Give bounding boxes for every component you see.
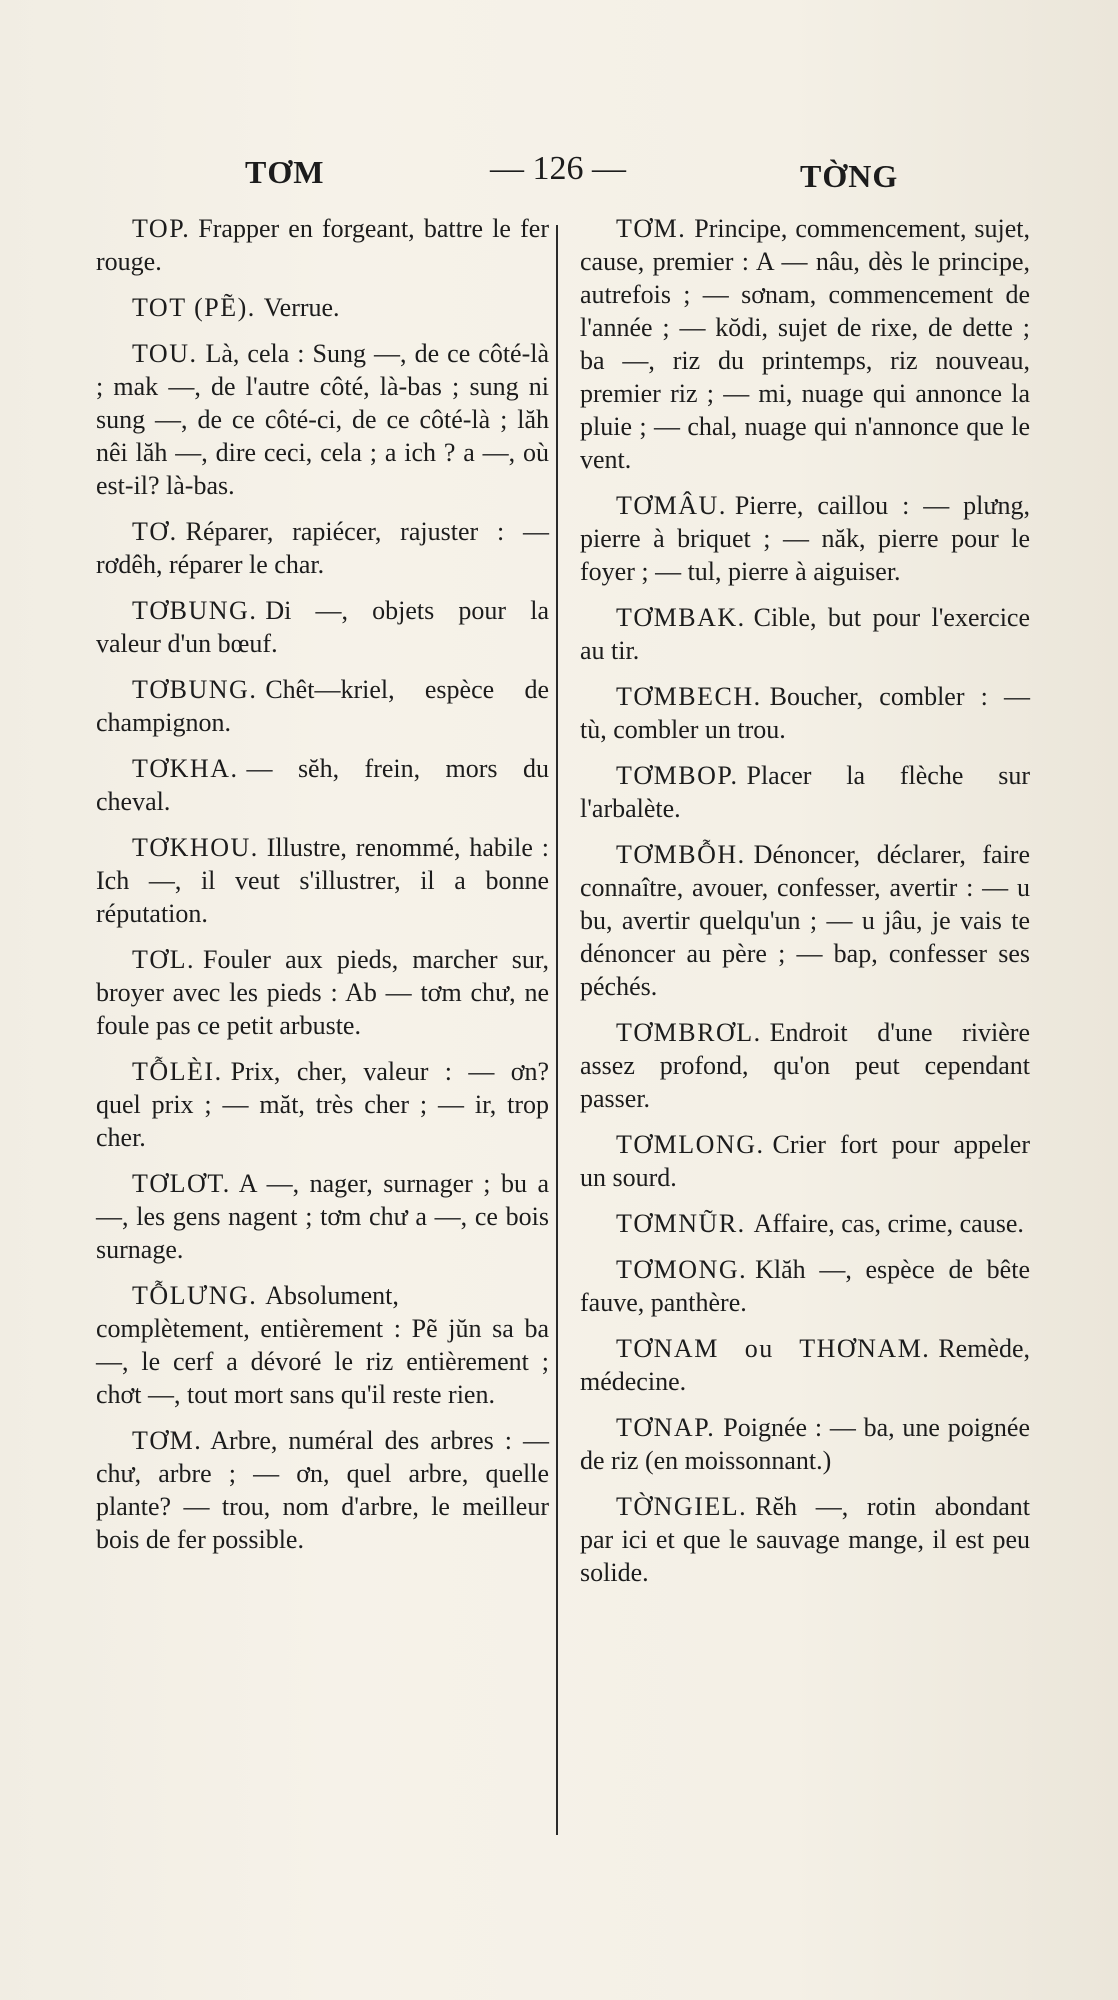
entry-definition: Placer la flèche sur l'arbalète. bbox=[580, 761, 1030, 823]
entry-headword: TỖLÈI. bbox=[132, 1057, 223, 1086]
entry-definition: Réparer, rapiécer, rajuster : — rơdêh, réparer le char. bbox=[96, 517, 549, 579]
entry-headword: TƠMNŨR. bbox=[616, 1209, 746, 1238]
entry-definition: Arbre, numéral des arbres : — chư, arbre ; — ơn, quel arbre, quelle plante? — trou, nom d'arbre, le meilleur bois de fer possible. bbox=[96, 1426, 549, 1554]
entry-definition: Là, cela : Sung —, de ce côté-là ; mak —, de l'autre côté, là-bas ; sung ni sung —, de ce côté-ci, de ce côté-là ; lăh nêi lăh —, dire ceci, cela ; a ich ? a —, où est-il? là-bas. bbox=[96, 339, 549, 500]
entry-headword: TƠ. bbox=[132, 517, 178, 546]
entry-to bbox=[96, 515, 549, 581]
entry-definition: Di —, objets pour la valeur d'un bœuf. bbox=[96, 596, 549, 658]
entry-headword: TƠKHA. bbox=[132, 754, 239, 783]
entry-definition: Chêt—kriel, espèce de champignon. bbox=[96, 675, 549, 737]
entry-tombak bbox=[580, 601, 1030, 667]
header-left-guide-word: TƠM bbox=[245, 154, 325, 190]
entry-tomong bbox=[580, 1253, 1030, 1319]
entry-tolung bbox=[96, 1279, 549, 1411]
entry-definition: Verrue. bbox=[263, 293, 340, 322]
entry-headword: TƠMÂU. bbox=[616, 491, 727, 520]
entry-tobung-2 bbox=[96, 673, 549, 739]
entry-definition: Remède, médecine. bbox=[580, 1334, 1030, 1396]
entry-definition: Cible, but pour l'exercice au tir. bbox=[580, 603, 1030, 665]
entry-tomlong bbox=[580, 1128, 1030, 1194]
entry-headword: TƠMBAK. bbox=[616, 603, 746, 632]
entry-headword: TƠMBỖH. bbox=[616, 840, 746, 869]
entry-headword: TƠMBECH. bbox=[616, 682, 762, 711]
entry-headword: TƠMBRƠL. bbox=[616, 1018, 762, 1047]
entry-tol bbox=[96, 943, 549, 1042]
left-column bbox=[96, 212, 549, 1569]
entry-headword: TỖLƯNG. bbox=[132, 1281, 258, 1310]
entry-tokha bbox=[96, 752, 549, 818]
entry-tolei bbox=[96, 1055, 549, 1154]
entry-tot bbox=[96, 291, 549, 324]
entry-tobung-1 bbox=[96, 594, 549, 660]
entry-definition: Klăh —, espèce de bête fauve, panthère. bbox=[580, 1255, 1030, 1317]
entry-tombrol bbox=[580, 1016, 1030, 1115]
entry-tonap bbox=[580, 1411, 1030, 1477]
entry-tombech bbox=[580, 680, 1030, 746]
entry-tomboh bbox=[580, 838, 1030, 1003]
entry-headword: TƠKHOU. bbox=[132, 833, 259, 862]
page-header bbox=[0, 150, 1118, 210]
entry-definition: Rĕh —, rotin abondant par ici et que le sauvage mange, il est peu solide. bbox=[580, 1492, 1030, 1587]
entry-headword: TƠL. bbox=[132, 945, 196, 974]
entry-tom-principle bbox=[580, 212, 1030, 476]
entry-definition: A —, nager, surnager ; bu a —, les gens nagent ; tơm chư a —, ce bois surnage. bbox=[96, 1169, 549, 1264]
entry-definition: Absolument, complètement, entièrement : Pẽ jŭn sa ba —, le cerf a dévoré le riz entièrement ; chơt —, tout mort sans qu'il reste rien. bbox=[96, 1281, 549, 1409]
entry-definition: Frapper en forgeant, battre le fer rouge. bbox=[96, 214, 549, 276]
entry-definition: Pierre, caillou : — plưng, pierre à briquet ; — năk, pierre pour le foyer ; — tul, pierre à aiguiser. bbox=[580, 491, 1030, 586]
entry-tolot bbox=[96, 1167, 549, 1266]
entry-definition: Principe, commencement, sujet, cause, premier : A — nâu, dès le principe, autrefois ; — sơnam, commencement de l'année ; — kŏdi, sujet de rixe, de dette ; ba —, riz du printemps, riz nouveau, premier riz ; — mi, nuage qui annonce la pluie ; — chal, nuage qui n'annonce que le vent. bbox=[580, 214, 1030, 474]
entry-headword: TƠLƠT. bbox=[132, 1169, 231, 1198]
right-column bbox=[580, 212, 1030, 1602]
entry-headword: TOP. bbox=[132, 214, 191, 243]
entry-definition: Fouler aux pieds, marcher sur, broyer avec les pieds : Ab — tơm chư, ne foule pas ce petit arbuste. bbox=[96, 945, 549, 1040]
entry-tombop bbox=[580, 759, 1030, 825]
entry-headword: TƠM. bbox=[132, 1426, 203, 1455]
entry-definition: Poignée : — ba, une poignée de riz (en moissonnant.) bbox=[580, 1413, 1030, 1475]
entry-tomau bbox=[580, 489, 1030, 588]
entry-headword: TƠMONG. bbox=[616, 1255, 748, 1284]
entry-headword: TƠBUNG. bbox=[132, 675, 258, 704]
entry-definition: Crier fort pour appeler un sourd. bbox=[580, 1130, 1030, 1192]
entry-definition: Dénoncer, déclarer, faire connaître, avouer, confesser, avertir : — u bu, avertir quelqu'un ; — u jâu, je vais te dénoncer au père ; — bap, confesser ses péchés. bbox=[580, 840, 1030, 1001]
entry-tom-tree bbox=[96, 1424, 549, 1556]
entry-headword: TƠBUNG. bbox=[132, 596, 258, 625]
entry-headword: TỜNGIEL. bbox=[616, 1492, 748, 1521]
entry-definition: — sĕh, frein, mors du cheval. bbox=[96, 754, 549, 816]
entry-definition: Prix, cher, valeur : — ơn? quel prix ; — măt, très cher ; — ir, trop cher. bbox=[96, 1057, 549, 1152]
entry-top bbox=[96, 212, 549, 278]
entry-headword: TƠM. bbox=[616, 214, 687, 243]
entry-definition: Boucher, combler : — tù, combler un trou. bbox=[580, 682, 1030, 744]
entry-tou bbox=[96, 337, 549, 502]
entry-definition: Endroit d'une rivière assez profond, qu'on peut cependant passer. bbox=[580, 1018, 1030, 1113]
entry-headword: TƠNAP. bbox=[616, 1413, 716, 1442]
header-right-guide-word: TỜNG bbox=[800, 158, 899, 194]
entry-tonam bbox=[580, 1332, 1030, 1398]
entry-headword: TOT (PẼ). bbox=[132, 293, 256, 322]
page-number: — 126 — bbox=[490, 150, 626, 187]
entry-headword: TƠNAM ou THƠNAM. bbox=[616, 1334, 931, 1363]
column-divider bbox=[556, 225, 558, 1835]
entry-tokhou bbox=[96, 831, 549, 930]
entry-headword: TƠMLONG. bbox=[616, 1130, 765, 1159]
entry-headword: TƠMBOP. bbox=[616, 761, 739, 790]
entry-definition: Illustre, renommé, habile : Ich —, il veut s'illustrer, il a bonne réputation. bbox=[96, 833, 549, 928]
entry-tomnur bbox=[580, 1207, 1030, 1240]
entry-tongiel bbox=[580, 1490, 1030, 1589]
entry-definition: Affaire, cas, crime, cause. bbox=[753, 1209, 1024, 1238]
entry-headword: TOU. bbox=[132, 339, 198, 368]
